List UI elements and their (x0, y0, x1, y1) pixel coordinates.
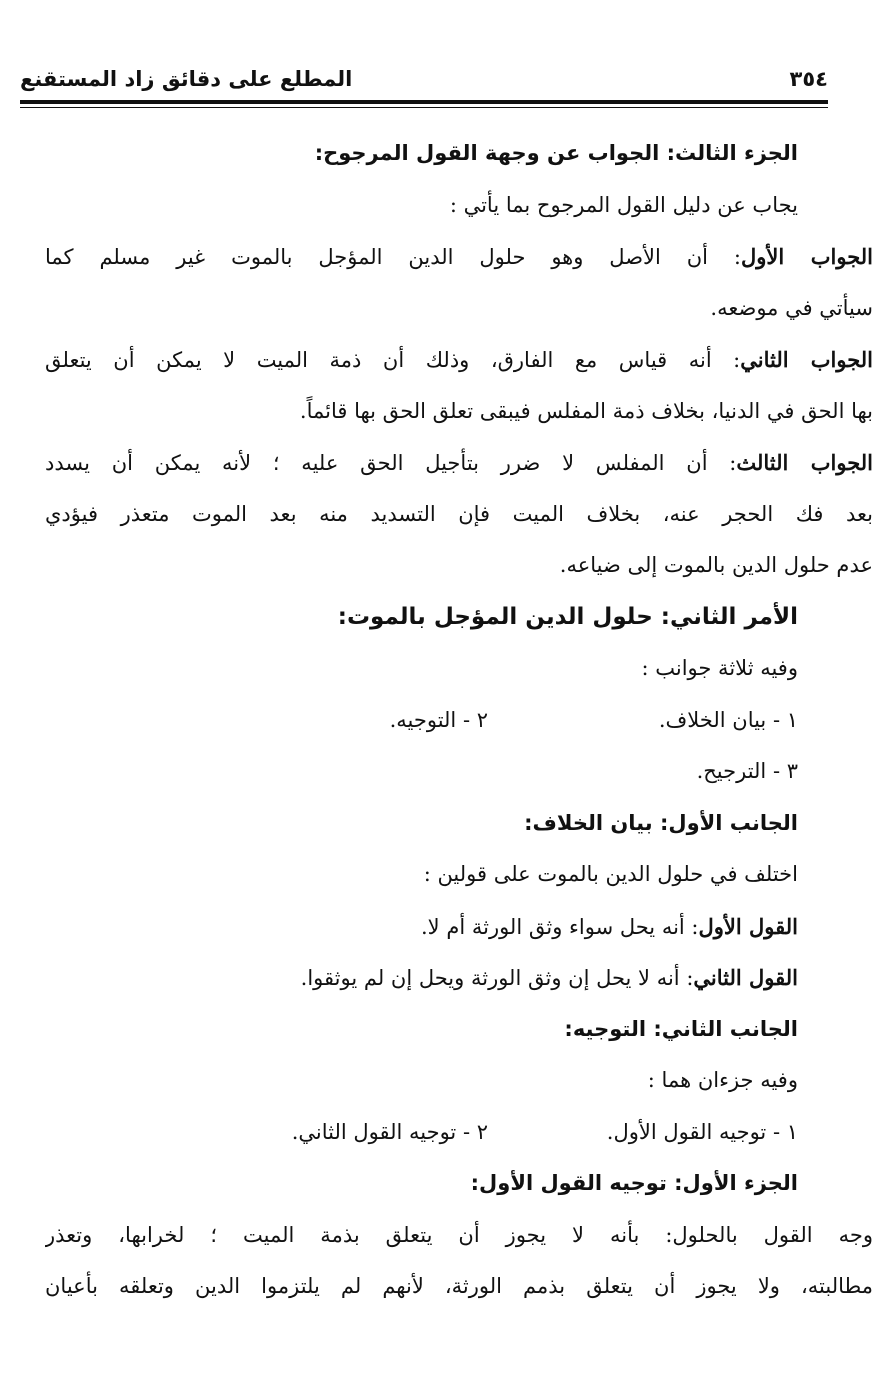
line-text: : أن الأصل وهو حلول الدين المؤجل بالموت غير مسلم كما (45, 245, 741, 269)
section-heading: الجزء الثالث: الجواب عن وجهة القول المرجوح: (314, 141, 798, 165)
list-row (45, 1107, 798, 1159)
paragraph-line: وجه القول بالحلول: بأنه لا يجوز أن يتعلق بذمة الميت ؛ لخرابها، وتعذر (45, 1222, 873, 1247)
line-text: : أنه لا يحل إن وثق الورثة ويحل إن لم يوثقوا. (300, 966, 694, 990)
page-number: ٣٥٤ (789, 67, 828, 91)
paragraph-line: عدم حلول الدين بالموت إلى ضياعه. (559, 553, 873, 577)
section-heading: الجزء الأول: توجيه القول الأول: (470, 1171, 798, 1195)
section-heading: الجانب الأول: بيان الخلاف: (524, 810, 798, 835)
lead-term: الجواب الثالث (736, 450, 873, 475)
paragraph-line: اختلف في حلول الدين بالموت على قولين : (423, 862, 798, 886)
list-item: ١ - توجيه القول الأول. (606, 1119, 798, 1144)
lead-term: القول الثاني (693, 965, 798, 990)
list-row (45, 695, 798, 747)
line-text: : أن المفلس لا ضرر بتأجيل الحق عليه ؛ لأنه يمكن أن يسدد (45, 451, 737, 475)
paragraph-line: وفيه جزءان هما : (647, 1068, 798, 1092)
line-text: : أنه يحل سواء وثق الورثة أم لا. (421, 914, 699, 939)
paragraph-line (45, 437, 873, 489)
paragraph-line: مطالبته، ولا يجوز أن يتعلق بذمم الورثة، لأنهم لم يلتزموا الدين وتعلقه بأعيان (45, 1274, 873, 1298)
list-item: ٢ - توجيه القول الثاني. (291, 1119, 488, 1144)
paragraph-line (45, 901, 798, 953)
running-title: المطلع على دقائق زاد المستقنع (20, 67, 353, 91)
header-rule-thick (20, 100, 828, 104)
paragraph-line (45, 231, 873, 283)
list-item: ٢ - التوجيه. (389, 707, 488, 732)
lead-term: الجواب الثاني (740, 347, 873, 372)
paragraph-line: بها الحق في الدنيا، بخلاف ذمة المفلس فيبقى تعلق الحق بها قائماً. (299, 398, 873, 423)
paragraph-line: يجاب عن دليل القول المرجوح بما يأتي : (449, 192, 798, 217)
list-item: ١ - بيان الخلاف. (658, 707, 798, 732)
line-text: : أنه قياس مع الفارق، وذلك أن ذمة الميت لا يمكن أن يتعلق (45, 348, 741, 372)
lead-term: الجواب الأول (741, 244, 873, 269)
paragraph-line (45, 334, 873, 386)
paragraph-line: وفيه ثلاثة جوانب : (641, 656, 798, 680)
header-rule-thin (20, 107, 828, 108)
page-body (45, 128, 873, 1313)
list-item: ٣ - الترجيح. (696, 759, 798, 783)
page-header (20, 62, 828, 96)
paragraph-line (45, 952, 798, 1004)
paragraph-line: سيأتي في موضعه. (710, 295, 873, 320)
paragraph-line: بعد فك الحجر عنه، بخلاف الميت فإن التسديد منه بعد الموت متعذر فيؤدي (45, 501, 873, 526)
lead-term: القول الأول (698, 913, 798, 939)
section-heading: الجانب الثاني: التوجيه: (564, 1016, 798, 1041)
section-heading: الأمر الثاني: حلول الدين المؤجل بالموت: (337, 603, 798, 630)
